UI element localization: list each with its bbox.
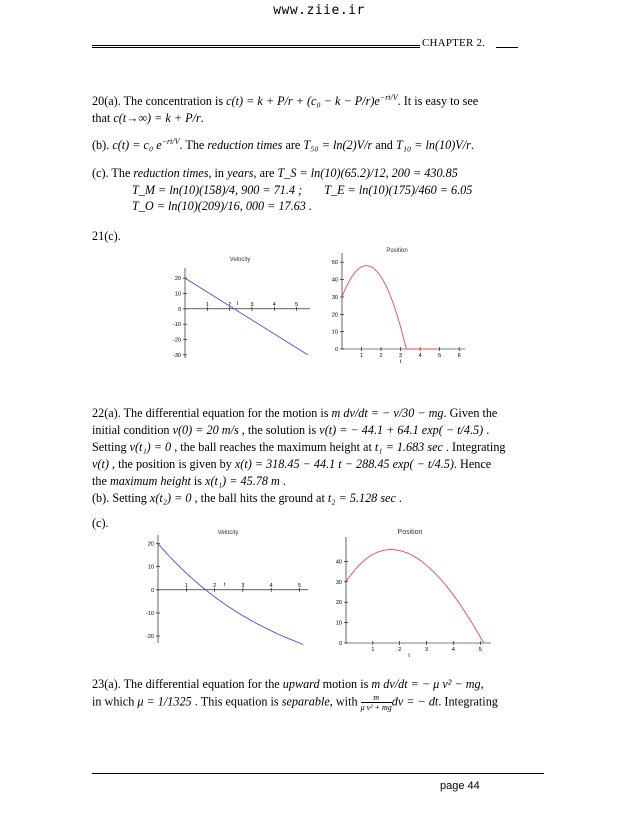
- y-tick-label: 30: [331, 294, 338, 301]
- label-22b: (b).: [92, 491, 110, 505]
- equation: x(t₁) = 45.78: [205, 474, 268, 488]
- text: in which: [92, 694, 135, 709]
- position-chart-21c: [320, 243, 470, 365]
- text: . This equation is: [194, 694, 279, 709]
- text: Setting: [92, 440, 127, 454]
- y-tick-label: 10: [174, 291, 181, 298]
- equation: v(0) = 20: [172, 423, 219, 437]
- y-tick-label: 0: [177, 306, 181, 313]
- paragraph-20b: [92, 137, 552, 154]
- x-tick-label: 2: [213, 582, 217, 589]
- unit: sec: [380, 491, 396, 505]
- x-axis-marker: t: [223, 581, 226, 588]
- text: The differential equation for the: [123, 677, 280, 691]
- y-tick-label: 10: [147, 564, 154, 571]
- text: Setting: [112, 491, 147, 505]
- unit: sec: [427, 440, 443, 454]
- y-tick-label: 20: [174, 276, 181, 283]
- text: .: [282, 474, 286, 488]
- series-line: [346, 550, 484, 643]
- y-tick-label: 0: [338, 641, 342, 647]
- paragraph-20a: [92, 93, 552, 127]
- unit: m: [271, 474, 280, 488]
- x-tick-label: 3: [241, 582, 245, 589]
- y-tick-label: 10: [335, 620, 342, 627]
- equation: c(t) = c₀ $e^{-rt/V}$: [112, 136, 180, 152]
- text: The: [111, 166, 131, 180]
- paragraph-20c-line3: [132, 198, 592, 215]
- x-tick-label: 5: [295, 301, 299, 308]
- equation: m dv/dt = − v/30 − mg: [331, 406, 444, 420]
- x-tick-label: 1: [359, 353, 364, 359]
- label-22c: (c).: [92, 516, 109, 530]
- x-tick-label: 1: [371, 647, 375, 653]
- x-axis-label: t: [399, 359, 402, 365]
- x-axis-label: t: [408, 653, 410, 659]
- text: . Integrating: [438, 694, 498, 709]
- text: . Hence: [453, 457, 492, 471]
- text: motion is: [322, 677, 369, 691]
- text: .: [470, 138, 474, 152]
- y-tick-label: 20: [147, 541, 154, 548]
- x-tick-label: 3: [425, 647, 429, 653]
- y-tick-label: -20: [173, 337, 181, 344]
- paragraph-22b: [92, 490, 552, 507]
- paragraph-20c-line2: [132, 182, 592, 199]
- text: , are: [253, 166, 275, 180]
- x-tick-label: 4: [418, 353, 422, 359]
- text: and: [375, 138, 393, 152]
- equation: T_E = ln(10)(175)/460 = 6.05: [324, 183, 473, 197]
- text: upward: [282, 677, 320, 691]
- label-20a: 20(a).: [92, 94, 121, 108]
- equation: T₅₀ = ln(2)V/r: [303, 138, 373, 152]
- text: is: [193, 474, 203, 488]
- chapter-heading: CHAPTER 2.: [422, 37, 486, 49]
- y-tick-label: -30: [173, 352, 181, 359]
- chart-title: Velocity: [229, 257, 251, 263]
- text: , with: [329, 694, 358, 709]
- fraction: $\frac{m}{\text{μ v² + mg}}$: [360, 693, 392, 712]
- x-tick-label: 2: [228, 301, 232, 308]
- equation: c(t→∞) = k + P/r: [113, 111, 201, 125]
- text: .: [200, 111, 204, 125]
- equation: T₁₀ = ln(10)V/r: [395, 138, 471, 152]
- y-tick-label: 0: [150, 587, 154, 594]
- equation: x(t₂) = 0: [149, 491, 192, 505]
- text: , the ball reaches the maximum height at: [174, 440, 372, 454]
- x-tick-label: 2: [379, 353, 383, 359]
- text: years: [227, 166, 254, 180]
- equation: μ = 1/1325: [137, 694, 192, 709]
- y-tick-label: 0: [334, 347, 338, 353]
- x-tick-label: 5: [297, 582, 302, 589]
- paragraph-20c: [92, 165, 552, 182]
- unit: m/s: [221, 423, 239, 437]
- equation: v(t) = − 44.1 + 64.1 exp( − t/4.5): [319, 423, 484, 437]
- x-tick-label: 6: [457, 353, 461, 359]
- chart-title: Velocity: [217, 530, 239, 536]
- y-tick-label: 20: [335, 600, 342, 607]
- text: separable: [281, 694, 330, 709]
- y-tick-label: 30: [335, 579, 342, 586]
- velocity-chart-22c: [140, 525, 312, 650]
- text: . The: [179, 138, 205, 152]
- label-22a: 22(a).: [92, 406, 121, 420]
- equation: m dv/dt = − μ v² − mg: [371, 677, 481, 691]
- y-tick-label: -10: [173, 322, 181, 329]
- series-line: [342, 266, 437, 349]
- position-chart-22c: [326, 525, 496, 659]
- velocity-chart-21c: [165, 250, 315, 365]
- x-tick-label: 1: [205, 301, 209, 308]
- equation: T_S = ln(10)(65.2)/12, 200 = 430.85: [277, 166, 458, 180]
- label-20c: (c).: [92, 166, 109, 180]
- x-tick-label: 3: [399, 353, 403, 359]
- watermark-text: www.ziie.ir: [273, 3, 365, 18]
- x-tick-label: 4: [269, 582, 273, 589]
- x-tick-label: 5: [478, 647, 482, 653]
- text: initial condition: [92, 423, 170, 437]
- text: reduction times: [133, 166, 209, 180]
- header-rule-double: [92, 45, 420, 46]
- y-tick-label: 40: [335, 559, 342, 566]
- x-tick-label: 2: [398, 647, 402, 653]
- x-tick-label: 3: [250, 301, 254, 308]
- paragraph-23a-line2: [92, 693, 552, 712]
- equation: x(t) = 318.45 − 44.1 t − 288.45 exp( − t/4.5): [234, 457, 454, 471]
- text: , the ball hits the ground at: [194, 491, 325, 505]
- text: The differential equation for the motion is: [123, 406, 329, 420]
- label-23a: 23(a).: [92, 677, 121, 691]
- equation: dv = − dt: [391, 694, 439, 709]
- y-tick-label: 20: [331, 312, 338, 319]
- text: .: [486, 423, 490, 437]
- page-number: page 44: [440, 780, 480, 792]
- chart-title: Position: [397, 529, 423, 536]
- equation: t₂ = 5.128: [327, 491, 378, 505]
- equation: t₁ = 1.683: [374, 440, 425, 454]
- equation: T_M = ln(10)(158)/4, 900 = 71.4 ;: [132, 183, 303, 197]
- text: reduction times: [207, 138, 283, 152]
- text: , in: [208, 166, 225, 180]
- text: . It is easy to see: [397, 94, 479, 108]
- y-tick-label: -10: [146, 610, 154, 617]
- text: that: [92, 111, 111, 125]
- header-rule: [92, 47, 420, 48]
- series-line: [158, 544, 303, 645]
- label-21c: 21(c).: [92, 229, 121, 243]
- x-tick-label: 1: [184, 582, 188, 589]
- y-tick-label: 10: [331, 329, 338, 336]
- text: . Given the: [443, 406, 498, 420]
- x-tick-label: 4: [272, 301, 276, 308]
- y-tick-label: 40: [331, 277, 338, 284]
- series-line: [185, 278, 308, 355]
- text: , the solution is: [241, 423, 317, 437]
- paragraph-22a: [92, 405, 552, 490]
- x-axis-marker: t: [236, 300, 239, 307]
- x-tick-label: 5: [438, 353, 442, 359]
- x-tick-label: 4: [451, 647, 455, 653]
- equation: $c(t) = k + P/r + (c_0 - k - P/r)e^{-rt/V}$: [226, 92, 398, 108]
- equation: v(t₁) = 0: [129, 440, 172, 454]
- text: .: [398, 491, 402, 505]
- header-rule-right: [496, 47, 518, 48]
- text: ,: [480, 677, 484, 691]
- y-tick-label: -20: [146, 634, 154, 641]
- footer-rule: [92, 773, 544, 774]
- equation: T_O = ln(10)(209)/16, 000 = 17.63 .: [132, 199, 312, 213]
- label-20b: (b).: [92, 138, 110, 152]
- text: are: [285, 138, 301, 152]
- equation: v(t): [92, 457, 109, 471]
- text: The concentration is: [123, 94, 224, 108]
- paragraph-23a: [92, 676, 552, 693]
- chart-title: Position: [386, 248, 408, 254]
- text: maximum height: [109, 474, 191, 488]
- y-tick-label: 50: [331, 260, 338, 267]
- text: , the position is given by: [111, 457, 232, 471]
- text: . Integrating: [445, 440, 506, 454]
- text: the: [92, 474, 107, 488]
